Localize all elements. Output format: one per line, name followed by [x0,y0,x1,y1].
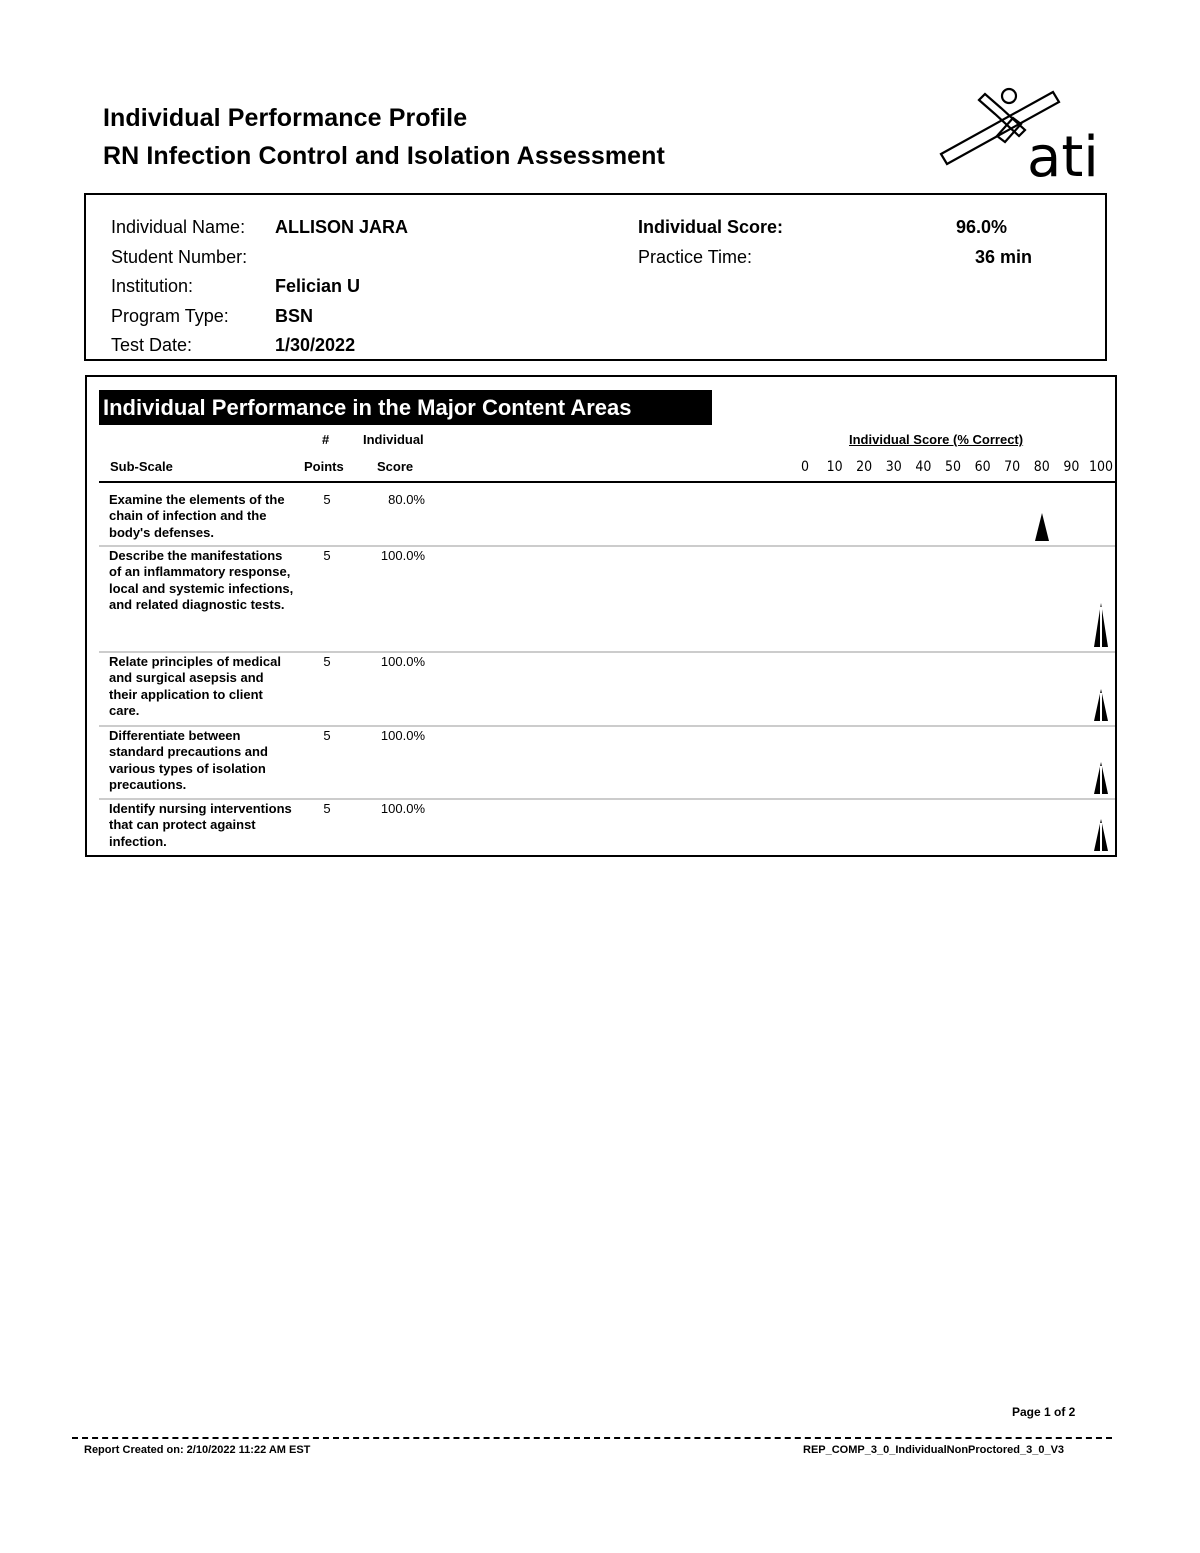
points-value: 5 [323,548,331,563]
subscale-column-header: Sub-Scale [110,459,173,474]
row-divider [99,725,1115,727]
score-marker [1035,513,1049,541]
institution-label: Institution: [111,276,194,296]
points-value: 5 [323,728,331,743]
score-value: 100.0% [380,801,425,816]
row-divider [99,545,1115,547]
student-number-label: Student Number: [111,247,248,267]
axis-tick-label: 80 [1033,459,1050,475]
ati-logo [935,84,1110,184]
page-number: Page 1 of 2 [1012,1405,1076,1419]
axis-tick-label: 10 [826,459,843,475]
score-marker [1094,819,1108,851]
score-value: 80.0% [388,492,425,507]
subscale-text: Differentiate between standard precautions and various types of isolation precautions. [109,728,268,793]
score-value: 100.0% [380,654,425,669]
axis-tick-label: 50 [944,459,962,475]
footer-divider [72,1437,1112,1439]
points-column-header-top: # [322,432,330,447]
practice-time-value: 36 min [975,247,1033,267]
institution-value: Felician U [275,276,361,296]
individual-score-value: 96.0% [956,217,1008,237]
points-value: 5 [323,492,331,507]
row-divider [99,651,1115,653]
axis-tick-label: 40 [915,459,932,475]
score-marker [1094,603,1108,647]
program-type-value: BSN [275,306,314,326]
axis-tick-label: 100 [1088,459,1114,475]
report-id: REP_COMP_3_0_IndividualNonProctored_3_0_V3 [803,1444,1065,1456]
practice-time-label: Practice Time: [638,247,753,267]
axis-tick-label: 60 [974,459,991,475]
name-value: ALLISON JARA [275,217,409,237]
subscale-text: Examine the elements of the chain of infection and the body's defenses. [109,492,285,540]
header-rule [99,481,1115,483]
test-date-value: 1/30/2022 [275,335,356,355]
name-label: Individual Name: [111,217,246,237]
points-value: 5 [323,801,331,816]
score-marker [1094,762,1108,794]
row-divider [99,798,1115,800]
report-title: Individual Performance Profile [103,104,468,132]
subscale-text: Relate principles of medical and surgical asepsis and their application to client care. [109,654,281,719]
student-info-box [84,193,1107,361]
score-column-header-top: Individual [363,432,424,447]
program-type-label: Program Type: [111,306,229,326]
axis-tick-label: 20 [856,459,873,475]
score-value: 100.0% [380,548,425,563]
score-marker [1094,689,1108,721]
points-column-header: Points [304,459,344,474]
logo-text: ati [1027,125,1099,184]
assessment-title: RN Infection Control and Isolation Assessment [103,142,665,170]
points-value: 5 [323,654,331,669]
chart-heading: Individual Score (% Correct) [849,432,1024,447]
test-date-label: Test Date: [111,335,193,355]
axis-tick-label: 0 [800,459,810,475]
axis-tick-label: 90 [1063,459,1080,475]
subscale-text: Describe the manifestations of an inflammatory response, local and systemic infections, and related diagnostic tests. [109,548,294,613]
report-created: Report Created on: 2/10/2022 11:22 AM EST [84,1444,311,1456]
individual-score-label: Individual Score: [638,217,784,237]
section-title: Individual Performance in the Major Content Areas [99,390,712,425]
subscale-text: Identify nursing interventions that can protect against infection. [109,801,292,849]
score-value: 100.0% [380,728,425,743]
score-marker-shape [1035,513,1049,541]
axis-tick-label: 30 [885,459,902,475]
score-column-header: Score [377,459,414,474]
axis-tick-label: 70 [1004,459,1021,475]
performance-section [85,375,1117,857]
